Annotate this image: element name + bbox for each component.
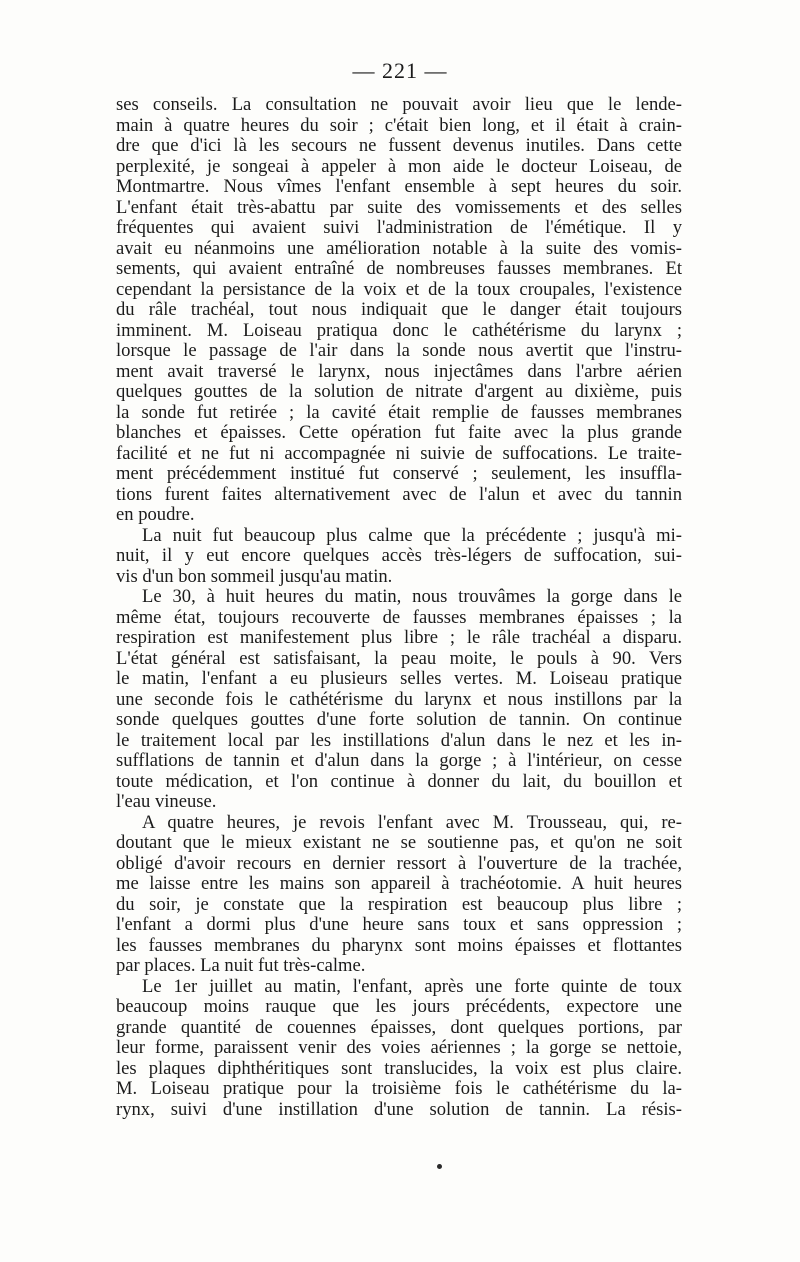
text-line: ses conseils. La consultation ne pouvait avoir lieu que le lende- bbox=[116, 94, 682, 115]
text-line: la sonde fut retirée ; la cavité était remplie de fausses membranes bbox=[116, 401, 682, 423]
text-line: facilité et ne fut ni accompagnée ni suivie de suffocations. Le traite- bbox=[116, 442, 682, 464]
text-line: du soir, je constate que la respiration est beaucoup plus libre ; bbox=[116, 893, 682, 915]
text-line: sements, qui avaient entraîné de nombreuses fausses membranes. Et bbox=[116, 258, 682, 279]
page-number: — 221 — bbox=[352, 58, 448, 83]
text-line: A quatre heures, je revois l'enfant avec M. Trousseau, qui, re- bbox=[142, 811, 682, 833]
text-line: en poudre. bbox=[116, 504, 195, 525]
text-line: main à quatre heures du soir ; c'était bien long, et il était à crain- bbox=[116, 114, 682, 136]
text-line: l'enfant a dormi plus d'une heure sans toux et sans oppression ; bbox=[116, 914, 682, 935]
text-line: M. Loiseau pratique pour la troisième fois le cathétérisme du la- bbox=[116, 1078, 682, 1099]
text-line: nuit, il y eut encore quelques accès très-légers de suffocation, sui- bbox=[116, 545, 682, 566]
text-line: L'état général est satisfaisant, la peau moite, le pouls à 90. Vers bbox=[116, 647, 682, 669]
text-line: cependant la persistance de la voix et de la toux croupales, l'existence bbox=[116, 278, 682, 300]
text-line: beaucoup moins rauque que les jours précédents, expectore une bbox=[116, 996, 682, 1017]
text-line: les fausses membranes du pharynx sont moins épaisses et flottantes bbox=[116, 934, 682, 956]
text-line: le traitement local par les instillations d'alun dans le nez et les in- bbox=[116, 729, 682, 751]
text-line: imminent. M. Loiseau pratiqua donc le cathétérisme du larynx ; bbox=[116, 319, 682, 341]
text-line: leur forme, paraissent venir des voies aériennes ; la gorge se nettoie, bbox=[116, 1037, 682, 1058]
text-line: L'enfant était très-abattu par suite des vomissements et des selles bbox=[116, 196, 682, 218]
text-line: grande quantité de couennes épaisses, dont quelques portions, par bbox=[116, 1016, 682, 1038]
text-line: sufflations de tannin et d'alun dans la gorge ; à l'intérieur, on cesse bbox=[116, 750, 682, 771]
text-line: blanches et épaisses. Cette opération fut faite avec la plus grande bbox=[116, 422, 682, 443]
text-line: dre que d'ici là les secours ne fussent devenus inutiles. Dans cette bbox=[116, 135, 682, 156]
text-line: toute médication, et l'on continue à donner du lait, du bouillon et bbox=[116, 770, 682, 792]
text-line: ment précédemment institué fut conservé ; seulement, les insuffla- bbox=[116, 463, 682, 484]
text-line: vis d'un bon sommeil jusqu'au matin. bbox=[116, 565, 393, 587]
text-line: doutant que le mieux existant ne se soutienne pas, et qu'on ne soit bbox=[116, 832, 682, 853]
text-line: une seconde fois le cathétérisme du larynx et nous instillons par la bbox=[116, 688, 682, 710]
text-line: par places. La nuit fut très-calme. bbox=[116, 955, 366, 976]
text-line: La nuit fut beaucoup plus calme que la précédente ; jusqu'à mi- bbox=[142, 524, 682, 546]
text-line: perplexité, je songeai à appeler à mon aide le docteur Loiseau, de bbox=[116, 155, 682, 177]
text-line: avait eu néanmoins une amélioration notable à la suite des vomis- bbox=[116, 237, 682, 259]
text-line: le matin, l'enfant a eu plusieurs selles vertes. M. Loiseau pratique bbox=[116, 668, 682, 689]
text-line: quelques gouttes de la solution de nitrate d'argent au dixième, puis bbox=[116, 381, 682, 402]
text-line: Le 1er juillet au matin, l'enfant, après une forte quinte de toux bbox=[142, 975, 682, 997]
text-line: rynx, suivi d'une instillation d'une solution de tannin. La résis- bbox=[116, 1098, 682, 1120]
text-line: les plaques diphthéritiques sont translucides, la voix est plus claire. bbox=[116, 1057, 682, 1079]
text-line: sonde quelques gouttes d'une forte solution de tannin. On continue bbox=[116, 709, 682, 730]
text-line: obligé d'avoir recours en dernier ressort à l'ouverture de la trachée, bbox=[116, 852, 682, 874]
body-text bbox=[116, 95, 682, 1120]
text-line: même état, toujours recouverte de fausses membranes épaisses ; la bbox=[116, 606, 682, 628]
text-line: Montmartre. Nous vîmes l'enfant ensemble à sept heures du soir. bbox=[116, 176, 682, 197]
text-line: tions furent faites alternativement avec de l'alun et avec du tannin bbox=[116, 483, 682, 505]
text-line: fréquentes qui avaient suivi l'administration de l'émétique. Il y bbox=[116, 217, 682, 238]
text-line: Le 30, à huit heures du matin, nous trouvâmes la gorge dans le bbox=[142, 586, 682, 607]
printer-mark bbox=[437, 1164, 442, 1169]
text-line: l'eau vineuse. bbox=[116, 791, 217, 812]
text-line: du râle trachéal, tout nous indiquait que le danger était toujours bbox=[116, 299, 682, 320]
text-line: me laisse entre les mains son appareil à trachéotomie. A huit heures bbox=[116, 873, 682, 894]
text-line: ment avait traversé le larynx, nous injectâmes dans l'arbre aérien bbox=[116, 360, 682, 382]
text-line: lorsque le passage de l'air dans la sonde nous avertit que l'instru- bbox=[116, 340, 682, 361]
text-line: respiration est manifestement plus libre ; le râle trachéal a disparu. bbox=[116, 627, 682, 648]
